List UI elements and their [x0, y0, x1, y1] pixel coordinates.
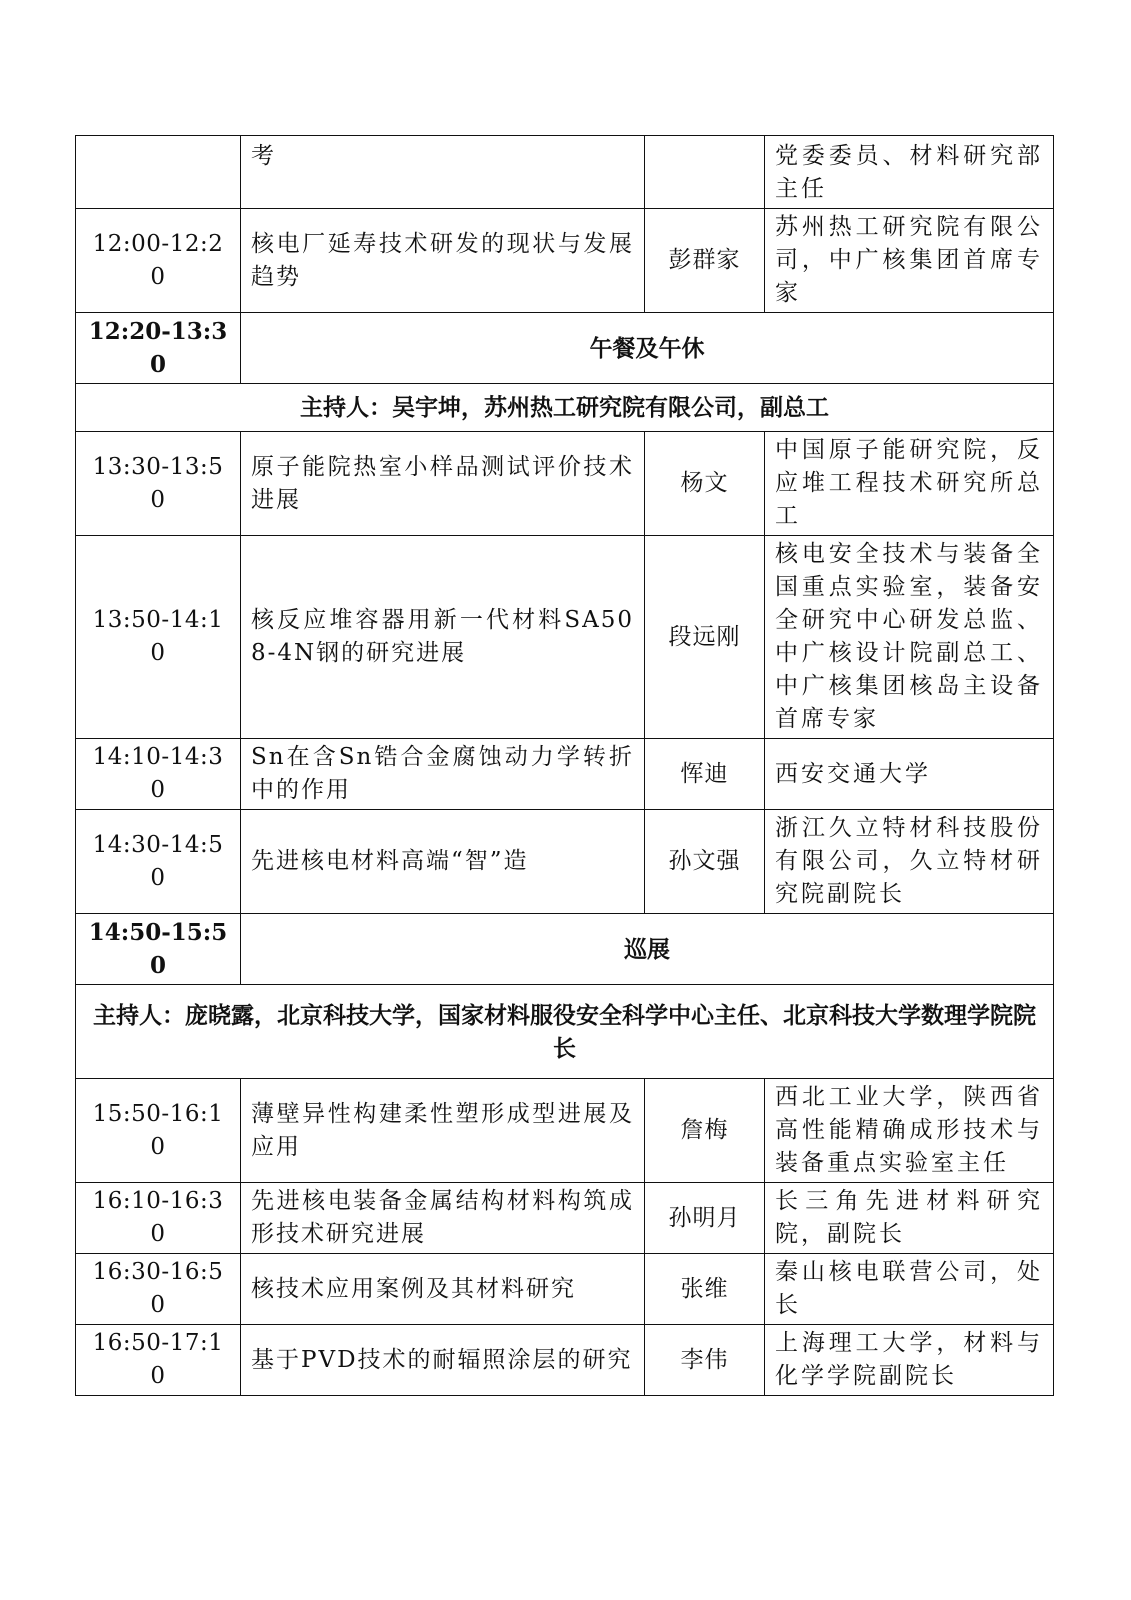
speaker-cell: 李伟	[645, 1325, 765, 1396]
org-cell: 西安交通大学	[765, 739, 1054, 810]
table-row	[76, 432, 1054, 536]
time-cell: 16:30-16:50	[76, 1254, 241, 1325]
break-row	[76, 914, 1054, 985]
org-cell: 中国原子能研究院，反应堆工程技术研究所总工	[765, 432, 1054, 536]
time-cell: 13:50-14:10	[76, 536, 241, 739]
table-row	[76, 1325, 1054, 1396]
topic-cell: 薄壁异性构建柔性塑形成型进展及应用	[241, 1079, 645, 1183]
topic-cell: Sn在含Sn锆合金腐蚀动力学转折中的作用	[241, 739, 645, 810]
org-cell: 党委委员、材料研究部主任	[765, 136, 1054, 209]
time-cell: 16:50-17:10	[76, 1325, 241, 1396]
org-cell: 苏州热工研究院有限公司，中广核集团首席专家	[765, 209, 1054, 313]
topic-cell: 原子能院热室小样品测试评价技术进展	[241, 432, 645, 536]
org-cell: 核电安全技术与装备全国重点实验室，装备安全研究中心研发总监、中广核设计院副总工、中广核集团核岛主设备首席专家	[765, 536, 1054, 739]
time-cell: 12:00-12:20	[76, 209, 241, 313]
time-cell: 14:30-14:50	[76, 810, 241, 914]
topic-cell: 先进核电材料高端“智”造	[241, 810, 645, 914]
speaker-cell	[645, 136, 765, 209]
org-cell: 浙江久立特材科技股份有限公司，久立特材研究院副院长	[765, 810, 1054, 914]
host-cell: 主持人：庞晓露，北京科技大学，国家材料服役安全科学中心主任、北京科技大学数理学院院长	[76, 985, 1054, 1079]
org-cell: 秦山核电联营公司，处长	[765, 1254, 1054, 1325]
time-cell	[76, 136, 241, 209]
org-cell: 西北工业大学，陕西省高性能精确成形技术与装备重点实验室主任	[765, 1079, 1054, 1183]
topic-cell: 核技术应用案例及其材料研究	[241, 1254, 645, 1325]
speaker-cell: 彭群家	[645, 209, 765, 313]
speaker-cell: 段远刚	[645, 536, 765, 739]
break-row	[76, 313, 1054, 384]
topic-cell: 核电厂延寿技术研发的现状与发展趋势	[241, 209, 645, 313]
table-row	[76, 1183, 1054, 1254]
agenda-table	[75, 135, 1054, 1396]
table-row	[76, 810, 1054, 914]
time-cell: 13:30-13:50	[76, 432, 241, 536]
speaker-cell: 孙明月	[645, 1183, 765, 1254]
break-time-cell: 14:50-15:50	[76, 914, 241, 985]
host-cell: 主持人：吴宇坤，苏州热工研究院有限公司，副总工	[76, 384, 1054, 432]
break-label-cell: 巡展	[241, 914, 1054, 985]
table-row	[76, 209, 1054, 313]
speaker-cell: 孙文强	[645, 810, 765, 914]
time-cell: 16:10-16:30	[76, 1183, 241, 1254]
topic-cell: 基于PVD技术的耐辐照涂层的研究	[241, 1325, 645, 1396]
table-row	[76, 1079, 1054, 1183]
break-time-cell: 12:20-13:30	[76, 313, 241, 384]
time-cell: 15:50-16:10	[76, 1079, 241, 1183]
break-label-cell: 午餐及午休	[241, 313, 1054, 384]
speaker-cell: 詹梅	[645, 1079, 765, 1183]
topic-cell: 考	[241, 136, 645, 209]
org-cell: 长三角先进材料研究院，副院长	[765, 1183, 1054, 1254]
speaker-cell: 恽迪	[645, 739, 765, 810]
topic-cell: 核反应堆容器用新一代材料SA508-4N钢的研究进展	[241, 536, 645, 739]
host-row	[76, 384, 1054, 432]
speaker-cell: 张维	[645, 1254, 765, 1325]
table-row	[76, 536, 1054, 739]
speaker-cell: 杨文	[645, 432, 765, 536]
org-cell: 上海理工大学，材料与化学学院副院长	[765, 1325, 1054, 1396]
table-row	[76, 136, 1054, 209]
host-row	[76, 985, 1054, 1079]
table-row	[76, 1254, 1054, 1325]
topic-cell: 先进核电装备金属结构材料构筑成形技术研究进展	[241, 1183, 645, 1254]
table-row	[76, 739, 1054, 810]
time-cell: 14:10-14:30	[76, 739, 241, 810]
